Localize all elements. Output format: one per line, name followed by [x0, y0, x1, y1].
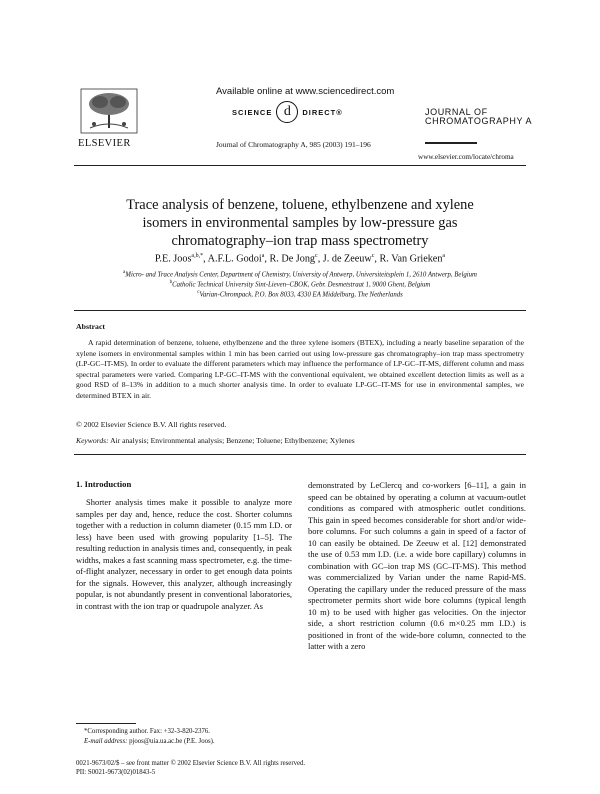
affiliation-text: Micro- and Trace Analysis Center, Department of Chemistry, University of Antwerp, Universiteitsplein 1, 2610 Antwerp, Belgium — [125, 271, 477, 279]
journal-url-link[interactable]: www.elsevier.com/locate/chroma — [418, 153, 514, 161]
author-sup: a — [442, 253, 446, 259]
author-name: J. de Zeeuw — [322, 253, 372, 265]
sciencedirect-logo — [232, 101, 343, 123]
author-name: P.E. Joos — [154, 253, 192, 265]
author-sup: c — [315, 253, 318, 259]
abstract-divider-top — [74, 310, 526, 311]
affiliation-text: Catholic Technical University Sint-Lieven–CBOK, Gebr. Desmetstraat 1, 9000 Ghent, Belgium — [172, 281, 431, 289]
affiliation — [70, 280, 530, 288]
pii-line: PII: S0021-9673(02)01843-5 — [76, 769, 156, 776]
article-title — [70, 196, 530, 250]
title-line-2: isomers in environmental samples by low-pressure gas — [142, 215, 458, 231]
issn-line: 0021-9673/02/$ – see front matter © 2002 Elsevier Science B.V. All rights reserved. — [76, 760, 306, 767]
author-list: P.E. Joos$^{a,b,*}$, A.F.L. Godoi$^a$, R. De Jong$^c$, J. de Zeeuw$^c$, R. Van Grieken$^a$ — [154, 253, 446, 265]
affiliation-sup: a — [123, 270, 126, 275]
elsevier-tree-logo-icon — [80, 88, 138, 134]
affiliation-sup: b — [169, 280, 173, 285]
title-line-1: Trace analysis of benzene, toluene, ethylbenzene and xylene — [126, 197, 474, 213]
title-line-3: chromatography–ion trap mass spectrometry — [171, 233, 429, 249]
body-column-right: demonstrated by LeClercq and co-workers [6–11], a gain in speed can be obtained by operating a column at vacuum-outlet conditions as compared with atmospheric outlet conditions. This gain in speed becomes considerable for short and/or wide-bore columns. For such columns a gain in speed of a factor of 10 can easily be obtained. De Zeeuw et al. [12] demonstrated the use of 0.53 mm I.D. (i.e. a wide bore capillary) columns in combination with GC–ion trap MS (GC–IT-MS). This method was commercialized by Varian under the name Rapid-MS. Operating the capillary under the reduced pressure of the mass spectrometer permits short wide bore columns (typical length 10 m) to be used with higher gas velocities. On the injector side, a short restriction column (0.6 m×0.25 mm I.D.) is positioned in front of the wide-bore column, connected to the latter with a zero — [308, 480, 526, 651]
sd-at-symbol-icon — [276, 101, 298, 123]
sd-symbol-letter: d — [283, 104, 291, 119]
footnote-email — [84, 738, 215, 745]
author-name: R. De Jong — [269, 253, 316, 265]
footnote-corresponding-author: *Corresponding author. Fax: +32-3-820-2376. — [84, 728, 210, 735]
affiliation-text: Varian-Chrompack, P.O. Box 8033, 4330 EA Middelburg, The Netherlands — [199, 291, 403, 299]
journal-title-bar — [425, 142, 477, 144]
keywords-line — [76, 436, 355, 445]
abstract-divider-bottom — [74, 454, 526, 455]
author-sup: a — [261, 253, 265, 259]
keywords-list: Air analysis; Environmental analysis; Benzene; Toluene; Ethylbenzene; Xylenes — [110, 436, 355, 445]
header-divider — [74, 165, 526, 166]
sd-left-word: SCIENCE — [232, 107, 273, 117]
journal-title-line1: JOURNAL OF — [425, 107, 488, 117]
journal-title-line2: CHROMATOGRAPHY A — [425, 116, 533, 126]
affiliation — [70, 290, 530, 298]
author-sup: c — [371, 253, 375, 259]
footnote-divider — [76, 723, 136, 724]
email-label: E-mail address: — [84, 738, 128, 745]
affiliation-sup: c — [197, 290, 200, 295]
body-column-left: Shorter analysis times make it possible to analyze more samples per day and, hence, reduce the cost. Shorter columns together with a reduction in column diameter (0.15 mm I.D. or less) have been used with growing popularity [1–5]. The resulting reduction in analysis times and, consequently, in peak widths, makes a fast scanning mass spectrometer, e.g. the time-of-flight analyzer, necessary in order to get enough data points for the signals. However, this analyzer, although increasingly popular, is not abundantly present in conventional laboratories, in contrast with the ion trap or quadrupole analyzer. As — [76, 497, 292, 611]
journal-citation: Journal of Chromatography A, 985 (2003) 191–196 — [216, 140, 371, 149]
abstract-heading: Abstract — [76, 322, 106, 331]
publisher-name: ELSEVIER — [78, 138, 131, 149]
sd-right-word: DIRECT® — [302, 107, 343, 117]
abstract-body: A rapid determination of benzene, toluene, ethylbenzene and the three xylene isomers (BTEX), including a nearly baseline separation of the xylene isomers in environmental samples within 1 min has been carried out using low-pressure gas chromatography–ion trap mass spectrometry (LP-GC–IT-MS). In order to evaluate the different parameters which may influence the performance of LP-GC–IT-MS, different column and mass spectral parameters were varied. Comparing LP-GC–IT-MS with the conventional equivalent, we obtained excellent detection limits as well as a good RSD of 8–13% in addition to a much shorter analysis time. In order to evaluate LP-GC–IT-MS for use in environmental samples, we determined BTEX in air. — [76, 338, 524, 400]
author-name: R. Van Grieken — [379, 253, 443, 265]
keywords-label: Keywords: — [76, 436, 109, 445]
copyright-line: © 2002 Elsevier Science B.V. All rights reserved. — [76, 420, 227, 429]
available-online-text: Available online at www.sciencedirect.com — [216, 86, 395, 97]
author-name: A.F.L. Godoi — [207, 253, 262, 265]
affiliation — [70, 270, 530, 278]
email-link[interactable]: pjoos@uia.ua.ac.be (P.E. Joos). — [129, 738, 215, 745]
section-heading-introduction: 1. Introduction — [76, 479, 132, 489]
author-sup: a,b,* — [191, 253, 204, 259]
